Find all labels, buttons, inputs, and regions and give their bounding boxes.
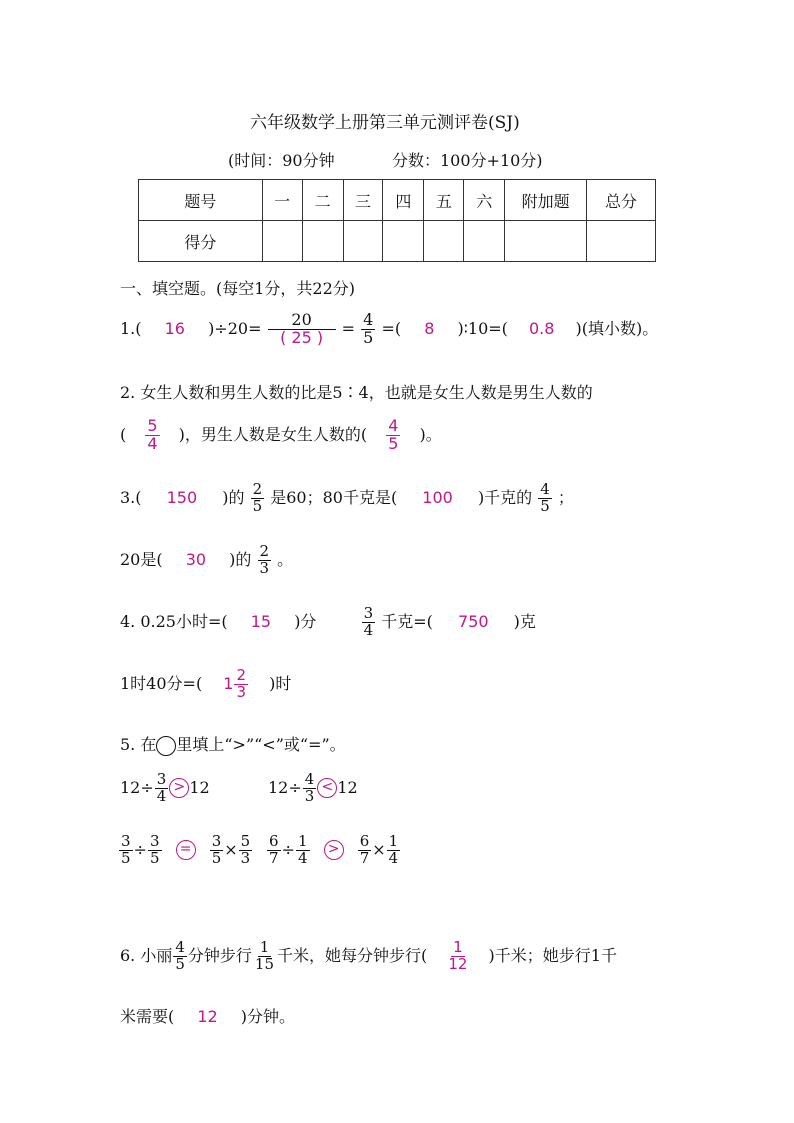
- q3-answer-2: 100: [422, 487, 453, 507]
- q5-fraction: $\frac{3}{5}$: [211, 832, 222, 867]
- table-cell: 得分: [139, 221, 263, 262]
- q6-fraction: $\frac{4}{5}$: [175, 938, 185, 973]
- q1-fraction: $\frac{20}{( 25 )}$: [268, 312, 336, 347]
- table-row: [139, 180, 656, 221]
- q5-fraction: $\frac{3}{5}$: [149, 832, 160, 867]
- table-cell: 六: [464, 180, 505, 221]
- q1-answer-4: 0.8: [529, 318, 555, 338]
- q1-answer-2: ( 25 ): [280, 327, 324, 347]
- q5-fraction: $\frac{5}{3}$: [240, 832, 251, 867]
- question-2-line-2: ( $\frac{5}{4}$ )，男生人数是女生人数的( $\frac{4}{5}$ )。: [120, 416, 442, 453]
- q1-text: =(: [381, 318, 402, 338]
- q5-expression-2: 12÷ $\frac{4}{3}$ < 12: [268, 770, 358, 805]
- question-5-prompt: 5. 在 里填上“>”“<”或“=”。: [120, 735, 346, 754]
- score-cell[interactable]: [464, 221, 505, 262]
- score-cell[interactable]: [262, 221, 302, 262]
- question-3-line-1: 3.( 150 )的 $\frac{2}{5}$ 是60；80千克是( 100 )千克的 $\frac{4}{5}$ ；: [120, 480, 574, 515]
- score-table: [138, 179, 656, 262]
- q5-expression-4: $\frac{6}{7}$ ÷ $\frac{1}{4}$ > $\frac{6}{7}$ × $\frac{1}{4}$: [269, 832, 399, 867]
- table-cell: 四: [383, 180, 424, 221]
- time-limit: (时间：90分钟: [228, 151, 335, 170]
- table-cell: 一: [262, 180, 302, 221]
- total-score: 分数：100分+10分): [392, 151, 543, 170]
- q4-fraction: $\frac{3}{4}$: [363, 604, 374, 639]
- question-1: [120, 312, 658, 347]
- q5-fraction: $\frac{1}{4}$: [388, 832, 399, 867]
- q3-fraction: $\frac{2}{3}$: [259, 542, 270, 577]
- q5-fraction: $\frac{3}{5}$: [121, 832, 131, 867]
- score-cell[interactable]: [505, 221, 587, 262]
- q1-text: 1.(: [120, 318, 142, 338]
- q2-answer-2: $\frac{4}{5}$: [388, 416, 399, 453]
- q2-answer-1: $\frac{5}{4}$: [147, 416, 158, 453]
- q5-answer-1: >: [169, 778, 189, 798]
- q4-answer-3: $\frac{2}{3}$: [236, 666, 247, 701]
- q5-answer-4: >: [324, 840, 344, 860]
- q5-answer-3: =: [176, 840, 196, 860]
- q4-answer-1: 15: [250, 611, 272, 631]
- q5-expression-1: 12÷ $\frac{3}{4}$ > 12: [120, 770, 210, 805]
- q6-answer-1: $\frac{1}{12}$: [448, 938, 468, 973]
- q4-answer-2: 750: [458, 611, 489, 631]
- question-2-line-1: 2. 女生人数和男生人数的比是5∶4，也就是女生人数是男生人数的: [120, 383, 593, 402]
- score-cell[interactable]: [424, 221, 464, 262]
- q1-answer-1: 16: [164, 318, 185, 338]
- q6-fraction: $\frac{1}{15}$: [254, 938, 275, 973]
- q5-expression-3: $\frac{3}{5}$ ÷ $\frac{3}{5}$ = $\frac{3}{5}$ × $\frac{5}{3}$: [121, 832, 251, 867]
- question-4-line-1: 4. 0.25小时=( 15 )分 $\frac{3}{4}$ 千克=( 750 )克: [120, 604, 536, 639]
- question-6-line-1: 6. 小丽 $\frac{4}{5}$ 分钟步行 $\frac{1}{15}$ 千米，她每分钟步行( $\frac{1}{12}$ )千米；她步行1千: [120, 938, 617, 973]
- question-6-line-2: 米需要( 12 )分钟。: [120, 1007, 296, 1026]
- q4-answer-3-whole: 1: [223, 673, 234, 693]
- q5-fraction: $\frac{1}{4}$: [297, 832, 308, 867]
- q1-text: )(填小数)。: [575, 318, 659, 338]
- q5-fraction: $\frac{6}{7}$: [269, 832, 279, 867]
- table-cell: 五: [424, 180, 464, 221]
- q1-answer-3: 8: [424, 318, 435, 338]
- score-cell[interactable]: [302, 221, 343, 262]
- q5-fraction: $\frac{4}{3}$: [304, 770, 315, 805]
- q5-answer-2: <: [317, 778, 337, 798]
- q1-text: )∶10=(: [457, 318, 508, 338]
- blank-circle-icon: [156, 736, 176, 756]
- table-cell: 二: [302, 180, 343, 221]
- score-cell[interactable]: [343, 221, 383, 262]
- q5-fraction: $\frac{6}{7}$: [359, 832, 370, 867]
- table-cell: 总分: [587, 180, 656, 221]
- question-3-line-2: 20是( 30 )的 $\frac{2}{3}$ 。: [120, 542, 294, 577]
- q3-fraction: $\frac{4}{5}$: [540, 480, 550, 515]
- table-cell: 题号: [139, 180, 263, 221]
- score-cell[interactable]: [383, 221, 424, 262]
- score-cell[interactable]: [587, 221, 656, 262]
- q3-answer-3: 30: [185, 549, 207, 569]
- table-row: [139, 221, 656, 262]
- q6-answer-2: 12: [197, 1007, 218, 1026]
- q5-fraction: $\frac{3}{4}$: [156, 770, 167, 805]
- table-cell: 附加题: [505, 180, 587, 221]
- q1-fraction-2: $\frac{4}{5}$: [363, 310, 374, 347]
- question-4-line-2: 1时40分=( 1 $\frac{2}{3}$ )时: [120, 666, 292, 701]
- q3-answer-1: 150: [166, 487, 198, 507]
- q1-text: =: [341, 318, 356, 338]
- page-title: 六年级数学上册第三单元测评卷(SJ): [250, 113, 520, 133]
- q1-text: )÷20=: [208, 318, 262, 338]
- q3-fraction: $\frac{2}{5}$: [252, 480, 263, 515]
- section-heading: 一、填空题。(每空1分，共22分): [120, 279, 356, 298]
- table-cell: 三: [343, 180, 383, 221]
